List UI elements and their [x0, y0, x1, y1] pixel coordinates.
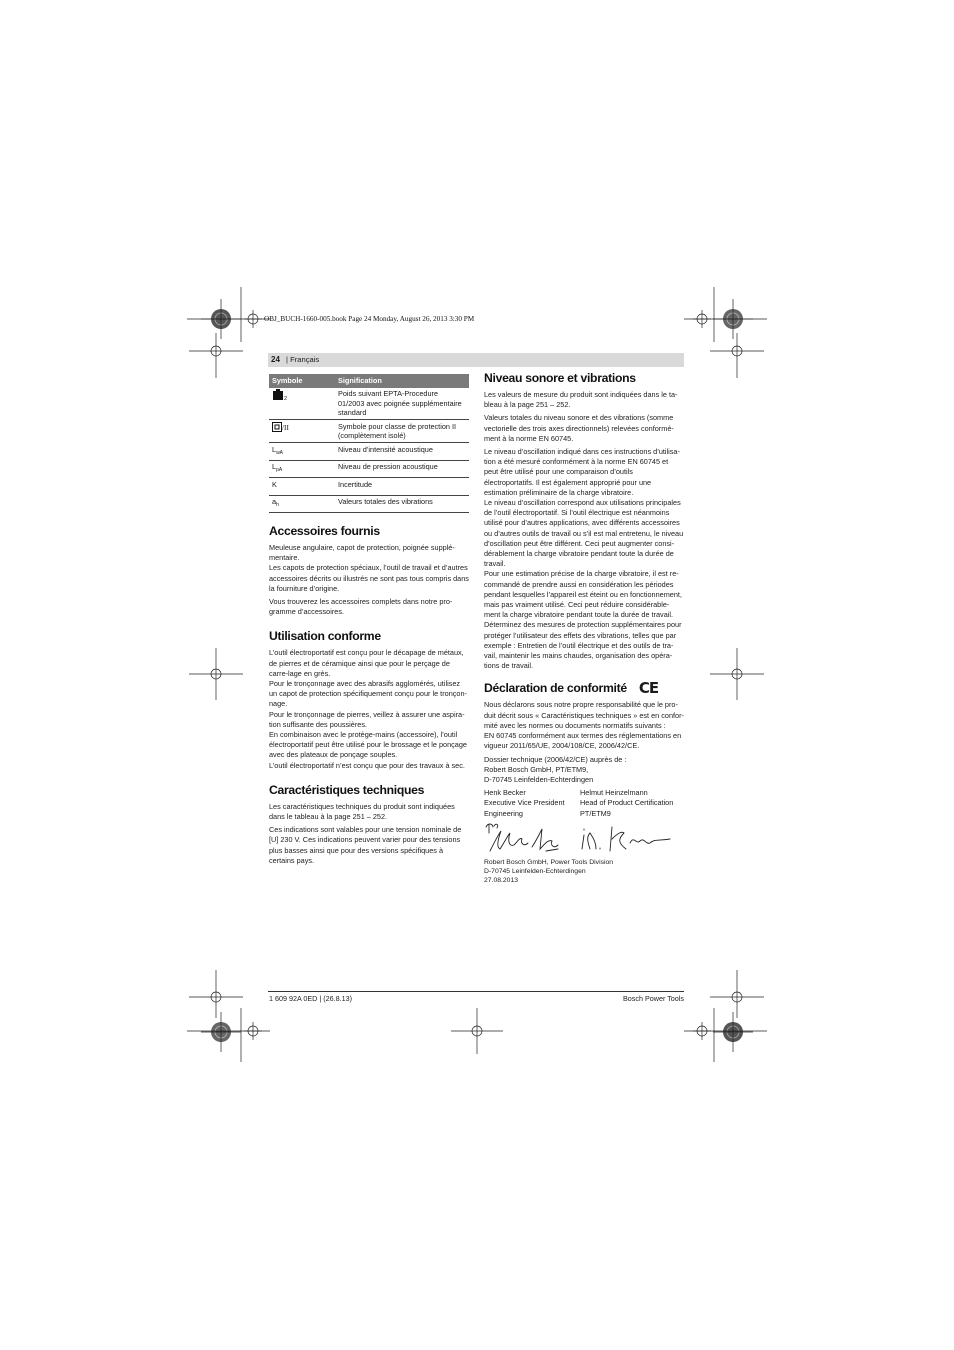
right-column: [484, 371, 684, 885]
weight-icon: [272, 389, 284, 400]
signatory-right-role: Head of Product Certification: [580, 798, 674, 808]
declaration-heading: [484, 679, 684, 698]
section-title-caracteristiques: Caractéristiques techniques: [269, 782, 425, 797]
protection-class-ii-icon: [272, 422, 282, 432]
paragraph: Pour le tronçonnage avec des abrasifs agglomérés, utilisez un capot de protection spécifiquement conçu pour le tronçon-nage.: [269, 679, 467, 709]
book-info-line: OBJ_BUCH-1660-005.book Page 24 Monday, August 26, 2013 3:30 PM: [264, 315, 475, 323]
paragraph: Les caractéristiques techniques du produit sont indiquées dans le tableau à la page 251 – 252.: [269, 801, 455, 822]
symbol-cell: $a_h$: [269, 495, 335, 513]
paragraph: Valeurs totales du niveau sonore et des vibrations (somme vectorielle des trois axes directionnels) relevées conformé-ment à la norme EN 60745.: [484, 413, 674, 443]
symbol-cell: /II: [269, 420, 335, 443]
paragraph: Dossier technique (2006/42/CE) auprès de :: [484, 754, 627, 764]
paragraph: Robert Bosch GmbH, PT/ETM9,: [484, 764, 589, 774]
paragraph: L’outil électroportatif n’est conçu que pour des travaux à sec.: [269, 760, 465, 770]
signatory-right-name: Helmut Heinzelmann: [580, 788, 648, 798]
section-title-declaration: Déclaration de conformité: [484, 681, 627, 696]
handwritten-signatures: [484, 821, 684, 857]
section-title-accessoires: Accessoires fournis: [269, 524, 380, 538]
paragraph: L’outil électroportatif est conçu pour le décapage de métaux, de pierres et de céramique ainsi que pour le perçage de carre-lage en grès.: [269, 648, 464, 678]
section-title-niveau: Niveau sonore et vibrations: [484, 371, 636, 385]
company-line: Robert Bosch GmbH, Power Tools Division: [484, 858, 614, 866]
address-line: D-70745 Leinfelden-Echterdingen: [484, 867, 586, 875]
paragraph: D-70745 Leinfelden-Echterdingen: [484, 774, 594, 784]
meaning-cell: Niveau de pression acoustique: [335, 460, 469, 478]
signatory-row: [484, 798, 684, 808]
meaning-cell: Valeurs totales des vibrations: [335, 495, 469, 513]
signatory-left-role: Engineering: [484, 808, 523, 818]
paragraph: Le niveau d’oscillation indiqué dans ces instructions d’utilisa-tion a été mesuré conformément à la norme EN 60745 et peut être utilisé pour une comparaison d’outils électroportatifs. Il est également approprié pour une estimation préliminaire de la charge vibratoire.: [484, 447, 680, 497]
footer-brand: Bosch Power Tools: [623, 994, 684, 1003]
paragraph: Vous trouverez les accessoires complets dans notre pro-gramme d’accessoires.: [269, 597, 453, 617]
table-row: [269, 443, 469, 461]
paragraph: Meuleuse angulaire, capot de protection, poignée supplé-mentaire.: [269, 543, 455, 563]
footer-reference: 1 609 92A 0ED | (26.8.13): [269, 994, 352, 1003]
paragraph: Pour le tronçonnage de pierres, veillez à assurer une aspira-tion suffisante des poussières.: [269, 709, 465, 729]
column-header-symbol: Symbole: [269, 374, 335, 388]
paragraph: Nous déclarons sous notre propre responsabilité que le pro-duit décrit sous « Caractéristiques techniques » est en confor-mité avec les normes ou documents normatifs suivants :: [484, 700, 684, 730]
paragraph: En combinaison avec le protège-mains (accessoire), l’outil électroportatif peut être utilisé pour le brossage et le ponçage avec des plateaux de ponçage souples.: [269, 730, 467, 760]
meaning-cell: Symbole pour classe de protection II (complètement isolé): [335, 420, 469, 443]
meaning-cell: Niveau d’intensité acoustique: [335, 443, 469, 461]
table-row: [269, 460, 469, 478]
table-row: [269, 388, 469, 420]
paragraph: Pour une estimation précise de la charge vibratoire, il est re-commandé de prendre aussi en considération les périodes pendant lesquelles l’appareil est éteint ou en fonctionnement, mais pas vraiment utilisé. Ceci peut réduire considérable-ment la charge vibratoire pendant toute la durée de travail.: [484, 569, 682, 620]
symbol-cell: $L_{pA}$: [269, 460, 335, 478]
paragraph: Le niveau d’oscillation correspond aux utilisations principales de l’outil électroportatif. Si l’outil électrique est néanmoins utilisé pour d’autres applications, avec différents accessoires ou d’autres outils de travail ou s’il est mal entretenu, le niveau d’oscillation peut être différent. Ceci peut augmenter consi-dérablement la charge vibratoire pendant toute la durée de travail.: [484, 498, 684, 569]
meaning-cell: Poids suivant EPTA-Procedure 01/2003 avec poignée supplémentaire standard: [335, 388, 469, 420]
left-column: [269, 374, 469, 866]
symbol-cell: $L_{wA}$: [269, 443, 335, 461]
column-header-meaning: Signification: [335, 374, 469, 388]
page-header: [268, 353, 684, 367]
registration-mark-icon: [705, 1004, 761, 1060]
table-row: [269, 495, 469, 513]
language-label: | Français: [286, 355, 320, 364]
table-row: [269, 478, 469, 496]
registration-mark-icon: [193, 1004, 249, 1060]
paragraph: Les valeurs de mesure du produit sont indiquées dans le ta-bleau à la page 251 – 252.: [484, 390, 678, 410]
symbol-table: [269, 374, 469, 513]
registration-mark-icon: [193, 291, 249, 347]
registration-mark-icon: [705, 291, 761, 347]
signatory-left-role: Executive Vice President: [484, 798, 565, 808]
footer-divider: [268, 991, 684, 992]
paragraph: Déterminez des mesures de protection supplémentaires pour protéger l’utilisateur des effets des vibrations, telles que par exemple : Entretien de l’outil électrique et des outils de tra-vail, maintenir les mains chaudes, organisation des opéra-tions de travail.: [484, 620, 682, 671]
paragraph: Ces indications sont valables pour une tension nominale de [U] 230 V. Ces indications peuvent varier pour des tensions plus basses ainsi que pour des versions spécifiques à certains pays.: [269, 825, 462, 865]
table-header-row: [269, 374, 469, 388]
signatory-row: [484, 809, 684, 819]
page-number: 24: [271, 355, 280, 364]
ce-mark-icon: CE: [638, 679, 659, 698]
symbol-cell: 2: [269, 388, 335, 420]
signatory-right-role: PT/ETM9: [580, 808, 611, 818]
date-line: 27.08.2013: [484, 876, 519, 884]
paragraph: Les capots de protection spéciaux, l’outil de travail et d’autres accessoires décrits ou illustrés ne sont pas tous compris dans la fourniture d’origine.: [269, 563, 469, 593]
section-title-utilisation: Utilisation conforme: [269, 629, 381, 644]
paragraph: EN 60745 conformément aux termes des réglementations en vigueur 2011/65/UE, 2004/108/CE, 2006/42/CE.: [484, 731, 682, 751]
table-row: [269, 420, 469, 443]
signatory-left-name: Henk Becker: [484, 788, 526, 798]
symbol-cell: K: [269, 478, 335, 496]
meaning-cell: Incertitude: [335, 478, 469, 496]
signatory-row: [484, 788, 684, 798]
